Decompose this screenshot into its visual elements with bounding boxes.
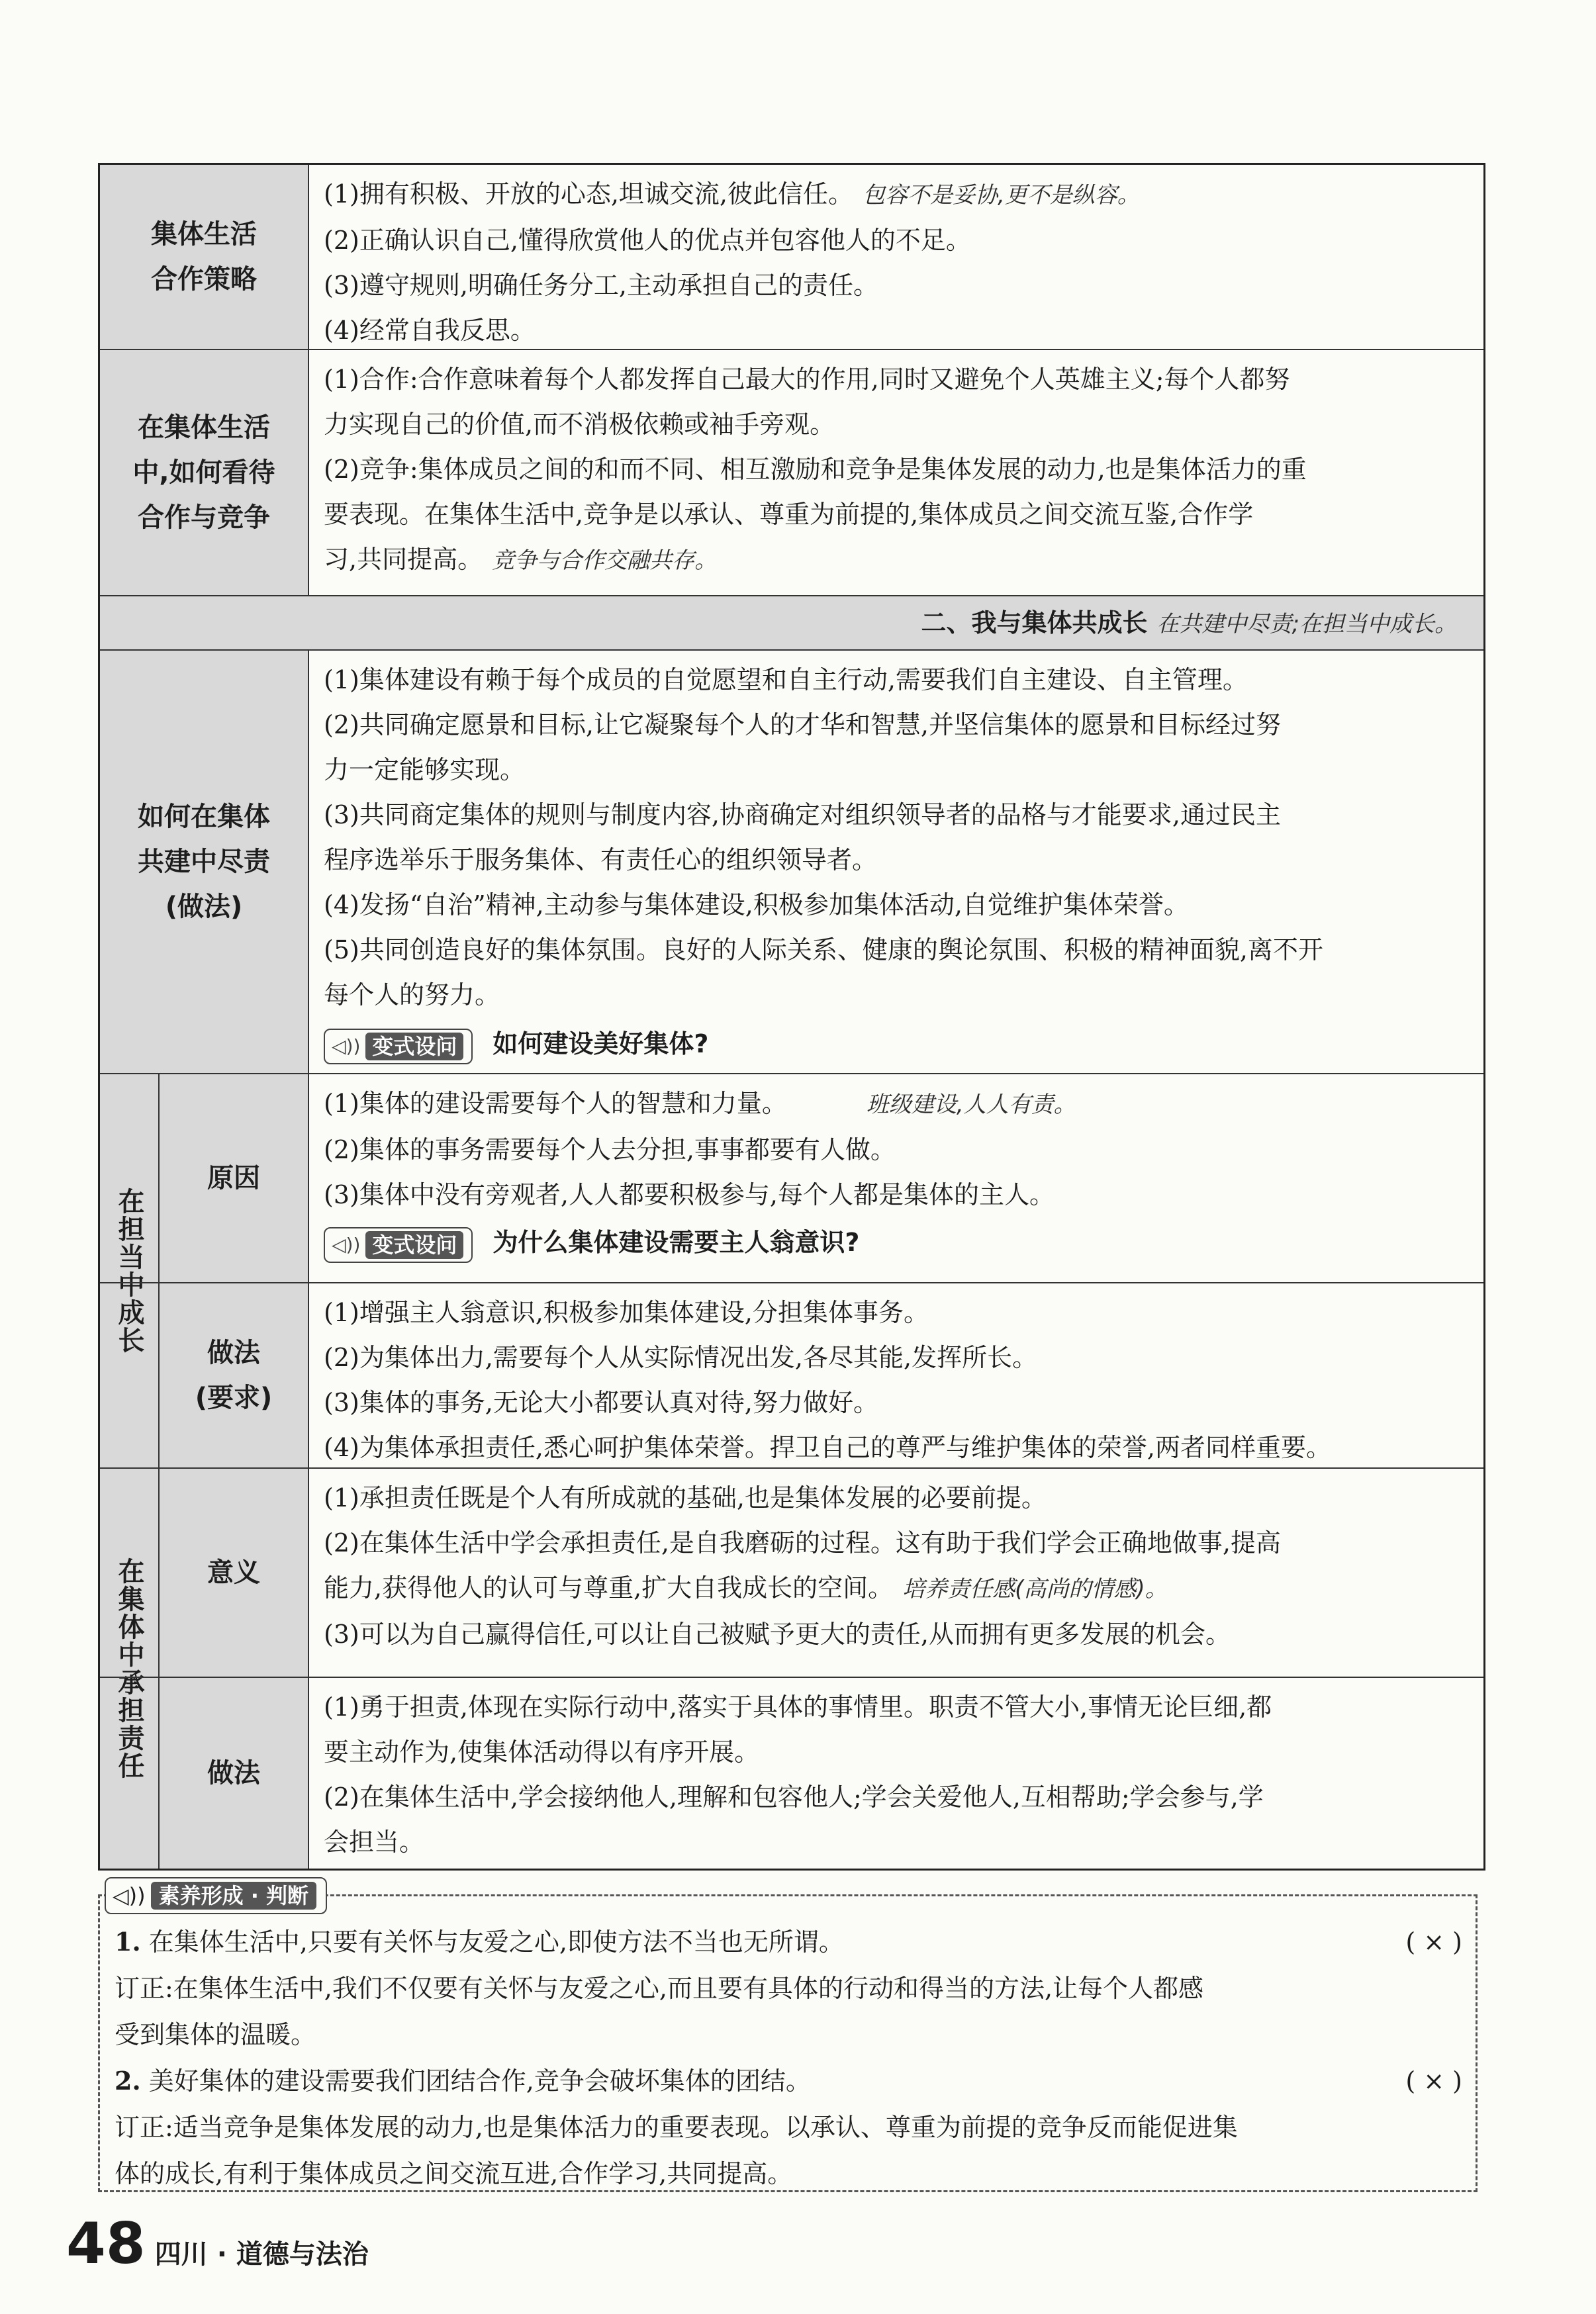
row-label: 做法 (要求) (160, 1283, 309, 1467)
row-content: (1)集体建设有赖于每个成员的自觉愿望和自主行动,需要我们自主建设、自主管理。 (2)共同确定愿景和目标,让它凝聚每个人的才华和智慧,并坚信集体的愿景和目标经过努 力一定能够实现。 (3)共同商定集体的规则与制度内容,协商确定对组织领导者的品格与才能要求,通过民主 程序选举乐于服务集体、有责任心的组织领导者。 (4)发扬“自治”精神,主动参与集体建设,积极参加集体活动,自觉维护集体荣誉。 (5)共同创造良好的集体氛围。良好的人际关系、健康的舆论氛围、积极的精神面貌,离不开 每个人的努力。 ◁)) 变式设问 如何建设美好集体? (309, 651, 1483, 1073)
handwritten-note: 包容不是妥协,更不是纵容。 (863, 182, 1140, 208)
row-content: (1)拥有积极、开放的心态,坦诚交流,彼此信任。 包容不是妥协,更不是纵容。 (2)正确认识自己,懂得欣赏他人的优点并包容他人的不足。 (3)遵守规则,明确任务分工,主动承担自己的责任。 (4)经常自我反思。 (324, 179, 1140, 345)
variant-question-tag: ◁)) 变式设问 (324, 1029, 473, 1064)
speaker-icon: ◁)) (332, 1035, 361, 1057)
variant-question-tag: ◁)) 变式设问 (324, 1227, 473, 1263)
row-cooperation-competition (100, 350, 1483, 596)
row-label: 在集体生活 中,如何看待 合作与竞争 (100, 350, 309, 595)
row-method (100, 1283, 1483, 1469)
judgment-item: 2. 美好集体的建设需要我们团结合作,竞争会破坏集体的团结。 ( × ) (115, 2058, 1466, 2104)
judgment-mark: ( × ) (1405, 2066, 1462, 2096)
row-label: 集体生活 合作策略 (100, 165, 309, 349)
section-title: 二、我与集体共成长 在共建中尽责;在担当中成长。 (100, 596, 1483, 651)
handwritten-note: 在共建中尽责;在担当中成长。 (1156, 611, 1457, 637)
row-label: 如何在集体 共建中尽责 (做法) (100, 651, 309, 1073)
judgment-box: 1. 在集体生活中,只要有关怀与友爱之心,即使方法不当也无所谓。 ( × ) 订正:在集体生活中,我们不仅要有关怀与友爱之心,而且要有具体的行动和得当的方法,让每个人都感 受到集体的温暖。 2. 美好集体的建设需要我们团结合作,竞争会破坏集体的团结。 ( × ) 订正:适当竞争是集体发展的动力,也是集体活力的重要表现。以承认、尊重为前提的竞争反而能促进集 体的成长,有利于集体成员之间交流互进,合作学习,共同提高。 (98, 1894, 1478, 2192)
row-cooperation-strategy (100, 165, 1483, 350)
row-practice (100, 1678, 1483, 1869)
judgment-item: 1. 在集体生活中,只要有关怀与友爱之心,即使方法不当也无所谓。 ( × ) (115, 1919, 1466, 1965)
judgment-header: ◁)) 素养形成 · 判断 (105, 1877, 327, 1914)
judgment-mark: ( × ) (1405, 1927, 1462, 1957)
row-build-collective (100, 651, 1483, 1074)
row-label: 原因 (160, 1074, 309, 1282)
group-label-grow: 在担当中成长 (100, 1074, 160, 1469)
page-footer: 48 四川 · 道德与法治 (66, 2211, 369, 2277)
subject-label: 道德与法治 (236, 2239, 369, 2270)
region-label: 四川 (154, 2239, 208, 2270)
group-label-duty: 在集体中承担责任 (100, 1469, 160, 1869)
speaker-icon: ◁)) (332, 1233, 361, 1256)
row-content: (1)承担责任既是个人有所成就的基础,也是集体发展的必要前提。 (2)在集体生活中学会承担责任,是自我磨砺的过程。这有助于我们学会正确地做事,提高 能力,获得他人的认可与尊重,扩大自我成长的空间。 培养责任感(高尚的情感)。 (3)可以为自己赢得信任,可以让自己被赋予更大的责任,从而拥有更多发展的机会。 (324, 1483, 1281, 1649)
handwritten-note: 培养责任感(高尚的情感)。 (902, 1576, 1168, 1602)
handwritten-note: 班级建设,人人有责。 (866, 1091, 1076, 1118)
row-content: (1)合作:合作意味着每个人都发挥自己最大的作用,同时又避免个人英雄主义;每个人都努 力实现自己的价值,而不消极依赖或袖手旁观。 (2)竞争:集体成员之间的和而不同、相互激励和竞争是集体发展的动力,也是集体活力的重 要表现。在集体生活中,竞争是以承认、尊重为前提的,集体成员之间交流互鉴,合作学 习,共同提高。 竞争与合作交融共存。 (324, 365, 1307, 574)
row-label: 做法 (160, 1678, 309, 1869)
row-label: 意义 (160, 1469, 309, 1677)
row-meaning (100, 1469, 1483, 1678)
row-content: (1)增强主人翁意识,积极参加集体建设,分担集体事务。 (2)为集体出力,需要每个人从实际情况出发,各尽其能,发挥所长。 (3)集体的事务,无论大小都要认真对待,努力做好。 (4)为集体承担责任,悉心呵护集体荣誉。捍卫自己的尊严与维护集体的荣誉,两者同样重要。 (324, 1298, 1331, 1462)
row-content: (1)集体的建设需要每个人的智慧和力量。 班级建设,人人有责。 (2)集体的事务需要每个人去分担,事事都要有人做。 (3)集体中没有旁观者,人人都要积极参与,每个人都是集体的主人。 ◁)) 变式设问 为什么集体建设需要主人翁意识? (309, 1074, 1483, 1282)
page-number: 48 (66, 2211, 146, 2277)
handwritten-note: 竞争与合作交融共存。 (492, 547, 718, 574)
row-content: (1)勇于担责,体现在实际行动中,落实于具体的事情里。职责不管大小,事情无论巨细,都 要主动作为,使集体活动得以有序开展。 (2)在集体生活中,学会接纳他人,理解和包容他人;学会关爱他人,互相帮助;学会参与,学 会担当。 (324, 1692, 1272, 1857)
speaker-icon: ◁)) (113, 1883, 146, 1908)
knowledge-table (98, 163, 1485, 1871)
row-reason (100, 1074, 1483, 1283)
